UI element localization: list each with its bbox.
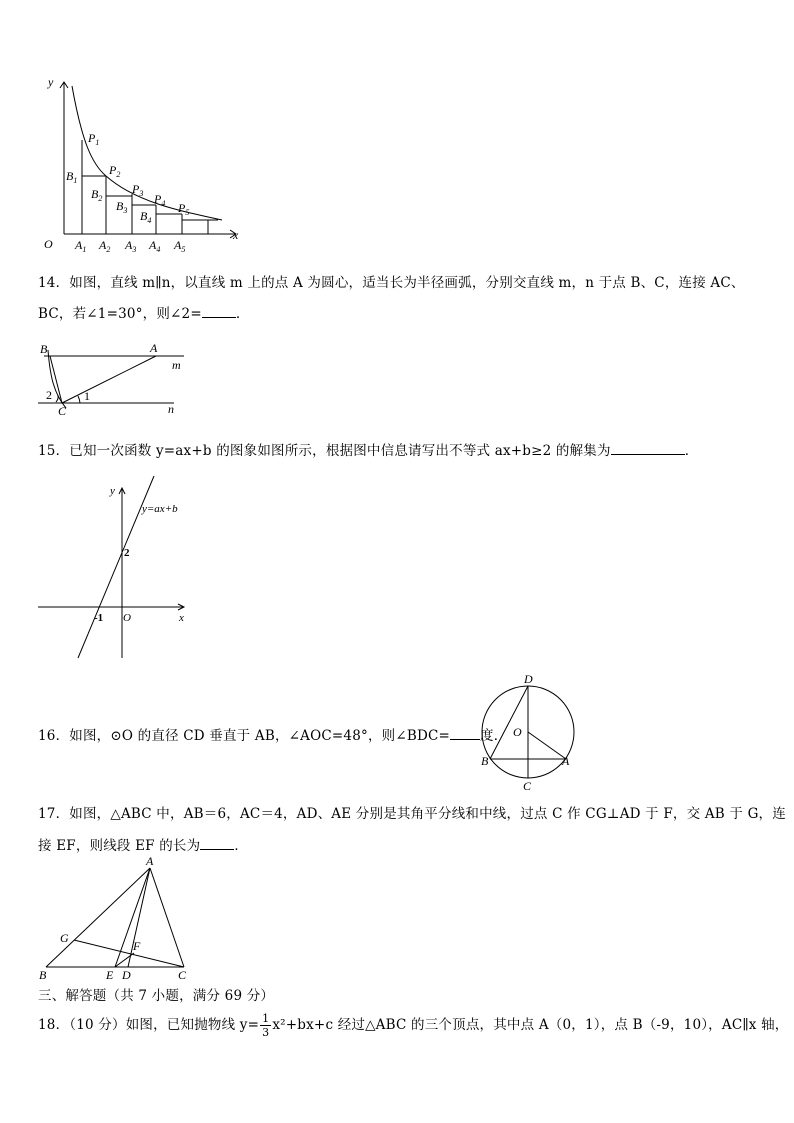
fraction-denominator: 3 — [262, 1026, 270, 1039]
y-label: y — [48, 75, 54, 89]
function-label: y=ax+b — [142, 503, 178, 515]
origin-label: O — [44, 237, 53, 251]
p2-label: $P_2$ — [109, 163, 121, 179]
q18-text-start: 18．（10 分）如图，已知抛物线 y= — [38, 1017, 260, 1033]
q14-line2 — [38, 302, 250, 322]
point-f-label: F — [133, 939, 141, 953]
q17-line2-text: 接 EF，则线段 EF 的长为 — [38, 838, 201, 854]
q14-line2-end: ． — [235, 306, 250, 322]
angle2-arc — [56, 395, 58, 402]
q18-text — [38, 1012, 789, 1039]
q16-end: 度． — [480, 728, 508, 744]
q17-line2 — [38, 834, 248, 854]
section-title: 三、解答题（共 7 小题，满分 69 分） — [38, 988, 275, 1004]
x-label: x — [179, 612, 184, 624]
point-a-label: A — [150, 341, 158, 355]
point-e-label: E — [106, 968, 114, 982]
q17-line2-end: ． — [234, 838, 249, 854]
a1-label: $A_1$ — [75, 238, 87, 254]
intercept-neg1-label: -1 — [94, 612, 104, 624]
b2-label: $B_2$ — [91, 187, 103, 203]
y-label: y — [110, 485, 115, 497]
q15-figure — [36, 476, 196, 664]
q17-line1: 17．如图，△ABC 中，AB＝6，AC＝4，AD、AE 分别是其角平分线和中线，过点 C 作 CG⊥AD 于 F，交 AB 于 G，连 — [38, 806, 786, 822]
q15-question: 15．已知一次函数 y=ax+b 的图象如图所示，根据图中信息请写出不等式 ax+b≥2 的解集为 — [38, 443, 611, 459]
q18-fraction — [260, 1012, 271, 1039]
q18-text-end: x²+bx+c 经过△ABC 的三个顶点，其中点 A（0，1），点 B（-9，10），AC∥x 轴， — [272, 1017, 789, 1033]
angle1-arc — [78, 396, 80, 403]
point-b-label: B — [40, 342, 48, 356]
q16-answer-blank — [450, 739, 480, 740]
origin-label: O — [123, 612, 131, 624]
segment-ac — [150, 868, 184, 967]
q14-figure — [36, 336, 196, 418]
segment-db — [490, 686, 528, 759]
b3-label: $B_3$ — [116, 199, 128, 215]
a3-label: $A_3$ — [125, 238, 137, 254]
point-b-label: B — [39, 968, 47, 982]
fraction-numerator: 1 — [262, 1012, 270, 1025]
line-m-label: m — [172, 358, 181, 372]
q15-text — [38, 439, 698, 459]
q14-line2-text: BC，若∠1=30°，则∠2= — [38, 306, 202, 322]
point-c-label: C — [58, 404, 67, 418]
q16-figure — [478, 670, 582, 794]
q14-line1: 14．如图，直线 m∥n，以直线 m 上的点 A 为圆心，适当长为半径画弧，分别交直线 m，n 于点 B、C，连接 AC、 — [38, 275, 745, 291]
q13-figure — [36, 72, 251, 257]
p4-label: $P_4$ — [154, 192, 166, 208]
a5-label: $A_5$ — [174, 238, 186, 254]
segment-ac — [62, 356, 156, 403]
p3-label: $P_3$ — [132, 182, 144, 198]
point-o-label: O — [513, 725, 522, 739]
point-c-label: C — [523, 779, 532, 793]
p5-label: $P_5$ — [178, 201, 190, 217]
p1-label: $P_1$ — [88, 131, 100, 147]
point-d-label: D — [524, 672, 533, 686]
a2-label: $A_2$ — [99, 238, 111, 254]
point-a-label: A — [562, 754, 570, 768]
angle-1-label: 1 — [84, 389, 90, 403]
b1-label: $B_1$ — [66, 169, 78, 185]
q15-end: ． — [684, 443, 699, 459]
angle-2-label: 2 — [46, 388, 52, 402]
intercept-2-label: 2 — [124, 547, 130, 559]
q16-text — [38, 724, 507, 744]
point-g-label: G — [60, 931, 69, 945]
b4-label: $B_4$ — [140, 209, 152, 225]
q15-answer-blank — [611, 454, 685, 455]
line-n-label: n — [168, 402, 174, 416]
q16-question: 16．如图，⊙O 的直径 CD 垂直于 AB，∠AOC=48°，则∠BDC= — [38, 728, 451, 744]
a4-label: $A_4$ — [149, 238, 161, 254]
point-a-label: A — [146, 854, 154, 868]
q14-answer-blank — [202, 317, 236, 318]
point-d-label: D — [122, 968, 131, 982]
segment-oa — [528, 732, 566, 759]
point-b-label: B — [481, 754, 489, 768]
point-c-label: C — [178, 968, 187, 982]
x-label: x — [233, 228, 239, 242]
q17-figure — [36, 852, 196, 984]
q17-answer-blank — [200, 849, 234, 850]
